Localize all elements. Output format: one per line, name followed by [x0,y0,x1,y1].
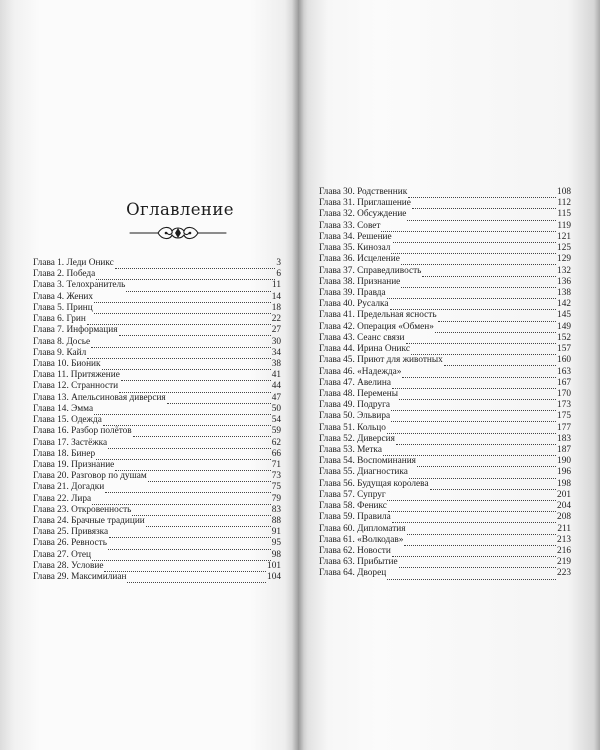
toc-entry [33,359,281,370]
toc-entry-title: Глава 54. Воспоминания [319,456,416,467]
toc-entry [33,482,281,493]
toc-entry-title: Глава 17. Застёжка [33,437,108,448]
toc-leader-dots [388,503,556,512]
toc-entry-page: 173 [557,400,571,411]
toc-entry [33,381,281,392]
toc-entry-page: 198 [557,478,571,489]
toc-entry-page: 50 [271,403,281,414]
toc-leader-dots [105,484,270,493]
toc-leader-dots [87,316,271,325]
toc-entry-page: 183 [557,433,571,444]
toc-entry-title: Глава 24. Брачные традиции [33,516,145,527]
toc-leader-dots [438,313,556,322]
toc-leader-dots [393,234,556,243]
toc-heading: Оглавление [126,200,234,219]
toc-entry-page: 208 [557,512,571,523]
toc-leader-dots [409,470,556,479]
toc-leader-dots [148,473,271,482]
toc-leader-dots [94,294,271,303]
toc-leader-dots [115,260,276,269]
toc-entry-title: Глава 30. Родственник [319,187,408,197]
toc-entry [33,538,281,549]
toc-leader-dots [87,350,270,359]
toc-entry-page: 125 [557,243,571,254]
toc-entry-page: 167 [557,377,571,388]
toc-leader-dots [412,200,556,209]
toc-entry-page: 170 [557,388,571,399]
scroll-flourish-icon [128,222,228,244]
toc-entry-page: 190 [557,456,571,467]
toc-list-right [319,187,571,580]
toc-entry [33,561,281,572]
toc-entry-title: Глава 11. Притяжение [33,370,120,381]
toc-entry-title: Глава 5. Принц [33,302,93,313]
toc-entry-page: 101 [267,560,281,571]
toc-entry-title: Глава 1. Леди Оникс [33,258,114,268]
toc-entry [33,393,281,404]
toc-entry-title: Глава 14. Эмма [33,403,94,414]
toc-entry-page: 14 [271,291,281,302]
toc-leader-dots [396,436,556,445]
toc-entry-page: 30 [271,336,281,347]
toc-entry-page: 95 [271,538,281,549]
toc-entry-page: 11 [272,280,281,291]
toc-entry-page: 66 [271,448,281,459]
toc-entry-page: 132 [557,265,571,276]
toc-entry-title: Глава 8. Досье [33,336,91,347]
toc-entry-page: 129 [557,254,571,265]
toc-entry [319,221,571,232]
toc-entry-title: Глава 2. Победа [33,269,96,280]
toc-leader-dots [104,563,266,572]
toc-leader-dots [127,574,266,583]
toc-entry [33,314,281,325]
toc-entry-title: Глава 3. Телохранитель [33,280,126,291]
toc-entry [33,415,281,426]
toc-entry [319,456,571,467]
toc-entry-title: Глава 44. Ирина Оникс [319,344,410,355]
toc-entry-page: 152 [557,332,571,343]
toc-entry-page: 98 [271,549,281,560]
toc-entry [319,254,571,265]
toc-entry [319,299,571,310]
toc-leader-dots [391,413,556,422]
toc-entry-page: 160 [557,355,571,366]
toc-leader-dots [392,514,556,523]
toc-entry [319,367,571,378]
toc-entry-page: 136 [557,276,571,287]
toc-entry [33,280,281,291]
toc-entry-page: 177 [557,422,571,433]
left-page [0,0,298,750]
toc-leader-dots [391,245,556,254]
toc-entry [319,568,571,579]
toc-entry-title: Глава 39. Правда [319,287,386,298]
toc-entry-page: 54 [271,415,281,426]
toc-entry-title: Глава 42. Операция «Обмен» [319,321,434,332]
toc-leader-dots [92,496,271,505]
toc-entry-page: 145 [557,310,571,321]
toc-leader-dots [417,458,556,467]
toc-entry [319,501,571,512]
toc-entry-page: 138 [557,287,571,298]
toc-leader-dots [119,327,271,336]
toc-leader-dots [167,395,271,404]
toc-entry-title: Глава 48. Перемены [319,388,398,399]
toc-entry-title: Глава 10. Бионик [33,358,101,369]
toc-leader-dots [401,256,556,265]
toc-entry [319,512,571,523]
toc-leader-dots [132,507,270,516]
toc-leader-dots [108,440,271,449]
toc-entry-title: Глава 9. Кайл [33,347,87,358]
toc-leader-dots [402,369,556,378]
toc-entry [319,209,571,220]
toc-leader-dots [96,271,275,280]
toc-entry [319,479,571,490]
toc-entry [319,524,571,535]
toc-entry [319,546,571,557]
toc-entry [33,404,281,415]
toc-entry-title: Глава 61. «Волкодав» [319,534,404,545]
toc-entry-page: 108 [557,187,571,197]
toc-entry-page: 204 [557,501,571,512]
toc-entry [319,557,571,568]
toc-entry-page: 119 [557,220,571,231]
toc-entry [319,187,571,198]
toc-entry [319,378,571,389]
toc-entry-page: 44 [271,381,281,392]
toc-entry [319,277,571,288]
toc-leader-dots [115,462,270,471]
toc-entry-title: Глава 34. Решение [319,231,392,242]
book-gutter [292,0,304,750]
toc-entry-page: 75 [271,482,281,493]
toc-entry-page: 163 [557,366,571,377]
toc-entry [319,310,571,321]
toc-entry-page: 71 [271,459,281,470]
toc-entry [33,426,281,437]
toc-entry-title: Глава 22. Лира [33,493,92,504]
toc-entry-page: 22 [271,314,281,325]
toc-leader-dots [96,451,271,460]
toc-entry [33,471,281,482]
toc-entry-title: Глава 35. Кинозал [319,243,391,254]
toc-entry-page: 27 [271,325,281,336]
toc-entry [319,445,571,456]
toc-entry [319,434,571,445]
toc-leader-dots [387,492,556,501]
toc-leader-dots [387,571,556,580]
toc-entry [319,266,571,277]
toc-entry-page: 187 [557,445,571,456]
toc-entry [319,389,571,400]
toc-leader-dots [383,447,556,456]
toc-entry-title: Глава 4. Жених [33,291,94,302]
toc-entry [319,322,571,333]
toc-leader-dots [126,283,271,292]
toc-entry-page: 196 [557,467,571,478]
toc-leader-dots [103,417,271,426]
toc-leader-dots [406,335,557,344]
toc-entry-page: 38 [271,358,281,369]
toc-leader-dots [387,290,556,299]
toc-entry [33,337,281,348]
toc-entry [33,550,281,561]
toc-leader-dots [407,526,557,535]
toc-entry-title: Глава 20. Разговор по душам [33,471,147,482]
toc-entry-title: Глава 57. Супруг [319,489,386,500]
toc-leader-dots [404,537,556,546]
toc-leader-dots [408,189,556,198]
toc-entry-page: 149 [557,321,571,332]
toc-entry-page: 79 [271,493,281,504]
toc-entry-title: Глава 26. Ревность [33,538,107,549]
toc-entry-title: Глава 36. Исцеление [319,254,400,265]
toc-entry [319,467,571,478]
toc-entry-title: Глава 25. Привязка [33,527,109,538]
toc-entry-title: Глава 53. Метка [319,445,382,456]
toc-entry-title: Глава 63. Прибытие [319,557,398,568]
toc-leader-dots [92,552,271,561]
toc-entry-title: Глава 29. Максимилиан [33,572,127,583]
toc-entry [33,494,281,505]
toc-entry [33,269,281,280]
toc-entry-title: Глава 60. Дипломатия [319,523,406,534]
toc-leader-dots [94,406,271,415]
toc-entry-title: Глава 31. Приглашение [319,198,411,209]
toc-entry-title: Глава 38. Признание [319,276,401,287]
toc-leader-dots [430,481,556,490]
toc-entry-title: Глава 49. Подруга [319,400,391,411]
toc-leader-dots [411,346,556,355]
toc-entry-title: Глава 33. Совет [319,220,381,231]
toc-leader-dots [133,428,271,437]
toc-entry-title: Глава 52. Диверсия [319,433,395,444]
toc-leader-dots [399,559,556,568]
toc-leader-dots [102,361,271,370]
toc-entry-title: Глава 23. Откровенность [33,504,132,515]
toc-entry-title: Глава 12. Странности [33,381,119,392]
toc-entry-title: Глава 55. Диагностика [319,467,408,478]
toc-leader-dots [108,541,271,550]
toc-entry-title: Глава 47. Авелина [319,377,391,388]
toc-leader-dots [407,212,556,221]
toc-entry-title: Глава 45. Приют для животных [319,355,443,366]
toc-entry-title: Глава 6. Грин [33,314,86,325]
toc-entry [33,572,281,583]
toc-entry-title: Глава 58. Феникс [319,501,387,512]
toc-entry-page: 59 [271,426,281,437]
toc-entry [319,198,571,209]
toc-entry-page: 3 [276,258,281,268]
toc-entry-page: 201 [557,489,571,500]
toc-entry-page: 18 [271,302,281,313]
toc-entry-title: Глава 18. Бинер [33,448,96,459]
toc-leader-dots [391,402,556,411]
toc-leader-dots [422,268,556,277]
toc-entry [33,370,281,381]
toc-entry [33,505,281,516]
toc-entry-page: 211 [557,523,571,534]
toc-entry [33,516,281,527]
toc-list-left [33,258,281,583]
toc-leader-dots [119,384,271,393]
toc-entry [33,325,281,336]
toc-entry-page: 47 [271,392,281,403]
toc-entry-page: 91 [271,527,281,538]
toc-entry-page: 121 [557,231,571,242]
toc-entry-page: 142 [557,299,571,310]
toc-leader-dots [390,301,557,310]
toc-entry-title: Глава 41. Предельная ясность [319,310,437,321]
toc-entry [319,355,571,366]
toc-entry-title: Глава 51. Кольцо [319,422,386,433]
toc-leader-dots [444,357,556,366]
toc-entry-title: Глава 56. Будущая королева [319,478,429,489]
toc-leader-dots [399,391,556,400]
toc-leader-dots [387,425,556,434]
toc-leader-dots [435,324,556,333]
toc-entry [33,292,281,303]
toc-entry [33,348,281,359]
toc-entry [33,460,281,471]
toc-entry [319,423,571,434]
toc-leader-dots [121,372,271,381]
toc-entry-title: Глава 13. Апельсиновая диверсия [33,392,166,403]
toc-entry-page: 115 [557,209,571,220]
toc-entry [319,288,571,299]
toc-entry-page: 73 [271,471,281,482]
toc-entry-page: 62 [271,437,281,448]
toc-entry-page: 157 [557,344,571,355]
right-page [298,0,600,750]
toc-entry-page: 213 [557,534,571,545]
toc-entry-page: 112 [557,198,571,209]
toc-entry [33,449,281,460]
toc-leader-dots [392,548,556,557]
toc-entry-title: Глава 19. Признание [33,459,115,470]
toc-entry [33,438,281,449]
toc-leader-dots [392,380,556,389]
toc-leader-dots [109,529,271,538]
toc-entry [319,400,571,411]
toc-entry-title: Глава 43. Сеанс связи [319,332,405,343]
toc-entry [319,232,571,243]
toc-entry [319,411,571,422]
toc-entry-page: 34 [271,347,281,358]
toc-entry [33,303,281,314]
toc-entry-page: 6 [276,269,281,280]
toc-entry-title: Глава 62. Новости [319,546,391,556]
toc-entry-page: 83 [271,504,281,515]
toc-entry-page: 88 [271,516,281,527]
toc-leader-dots [146,518,271,527]
toc-entry-title: Глава 50. Эльвира [319,411,391,422]
toc-entry-page: 41 [271,370,281,381]
toc-entry-title: Глава 37. Справедливость [319,265,422,276]
toc-entry-page: 223 [557,568,571,579]
toc-entry-page: 104 [267,572,281,583]
toc-entry-title: Глава 15. Одежда [33,415,102,426]
toc-entry-title: Глава 46. «Надежда» [319,366,402,377]
toc-entry-title: Глава 32. Обсуждение [319,209,407,220]
toc-entry-page: 216 [557,546,571,556]
toc-entry-title: Глава 7. Информация [33,325,118,336]
toc-entry-title: Глава 16. Разбор полётов [33,426,132,437]
toc-leader-dots [401,279,556,288]
toc-leader-dots [91,339,271,348]
toc-entry [319,490,571,501]
toc-entry-page: 219 [557,557,571,568]
toc-leader-dots [381,223,556,232]
toc-entry-title: Глава 28. Условие [33,560,104,571]
toc-leader-dots [94,305,271,314]
toc-entry-title: Глава 64. Дворец [319,568,387,579]
toc-entry [319,535,571,546]
toc-entry-title: Глава 21. Догадки [33,482,105,493]
toc-entry [319,243,571,254]
toc-entry-title: Глава 40. Русалка [319,299,389,310]
toc-entry-title: Глава 27. Отец [33,549,91,560]
toc-entry-title: Глава 59. Правила [319,512,391,523]
toc-entry [33,258,281,269]
toc-entry [33,527,281,538]
toc-entry [319,333,571,344]
toc-entry-page: 175 [557,411,571,422]
toc-entry [319,344,571,355]
